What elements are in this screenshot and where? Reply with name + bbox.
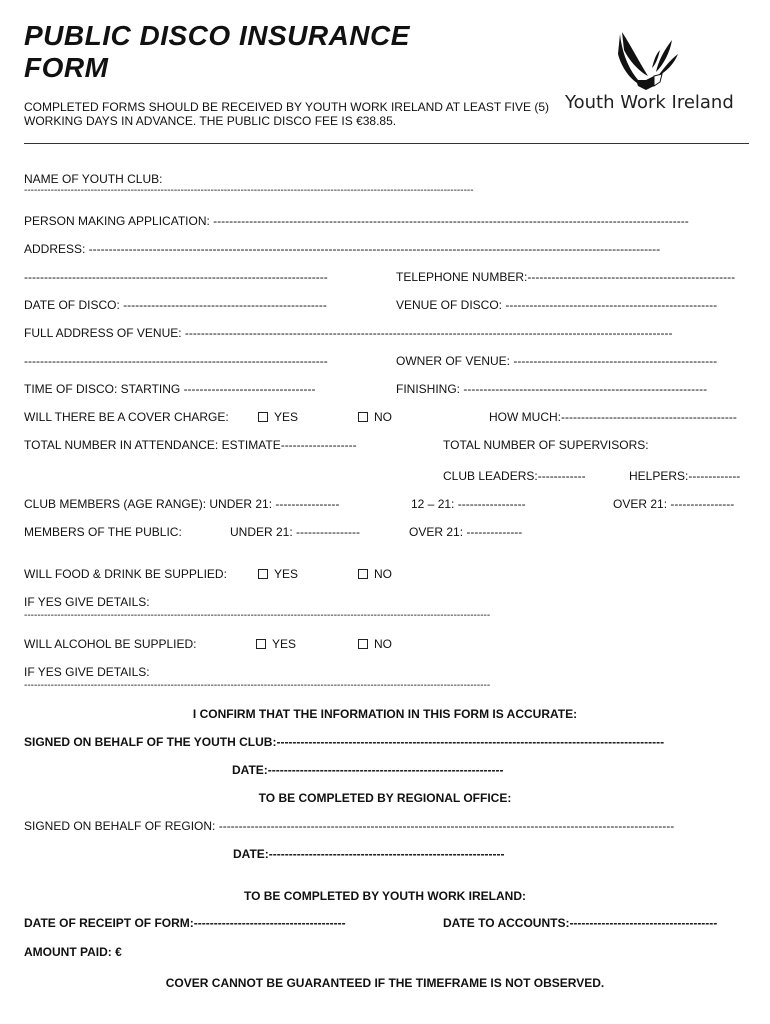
supervisors-label: TOTAL NUMBER OF SUPERVISORS: — [443, 438, 649, 452]
public-over-21-field[interactable]: OVER 21: -------------- — [409, 525, 523, 539]
food-details-field[interactable]: -------------------------------------------------------------------------------------------------------------------------------------------- — [24, 611, 491, 621]
no-label: NO — [374, 410, 392, 424]
yes-label: YES — [274, 567, 299, 581]
owner-of-venue-field[interactable]: OWNER OF VENUE: --------------------------------------------------- — [396, 354, 718, 368]
how-much-field[interactable]: HOW MUCH:-------------------------------------------- — [489, 410, 737, 424]
amount-paid-field[interactable]: AMOUNT PAID: € — [24, 945, 122, 959]
full-address-venue-field[interactable]: FULL ADDRESS OF VENUE: -------------------------------------------------------------------------------------------------------------------------- — [24, 326, 673, 340]
food-drink-label: WILL FOOD & DRINK BE SUPPLIED: — [24, 567, 227, 581]
date-of-disco-field[interactable]: DATE OF DISCO: --------------------------------------------------- — [24, 298, 327, 312]
attendance-field[interactable]: TOTAL NUMBER IN ATTENDANCE: ESTIMATE------------------- — [24, 438, 357, 452]
confirm-statement: I CONFIRM THAT THE INFORMATION IN THIS FORM IS ACCURATE: — [192, 707, 578, 721]
yes-label: YES — [274, 410, 299, 424]
alcohol-details-label: IF YES GIVE DETAILS: — [24, 665, 150, 679]
alcohol-yes-option[interactable] — [256, 637, 296, 651]
youth-club-field[interactable]: --------------------------------------------------------------------------------------------------------------------------------------- — [24, 186, 474, 196]
footer-notice: COVER CANNOT BE GUARANTEED IF THE TIMEFRAME IS NOT OBSERVED. — [165, 976, 605, 990]
public-under-21-field[interactable]: UNDER 21: ---------------- — [230, 525, 360, 539]
signed-region-field[interactable]: SIGNED ON BEHALF OF REGION: ------------------------------------------------------------------------------------------------------------------ — [24, 819, 675, 833]
applicant-field[interactable]: PERSON MAKING APPLICATION: ----------------------------------------------------------------------------------------------------------------------- — [24, 214, 689, 228]
checkbox-icon[interactable] — [358, 569, 368, 579]
food-details-label: IF YES GIVE DETAILS: — [24, 595, 150, 609]
date-to-accounts-field[interactable]: DATE TO ACCOUNTS:------------------------------------- — [443, 916, 718, 930]
club-leaders-field[interactable]: CLUB LEADERS:------------ — [443, 469, 586, 483]
yes-label: YES — [272, 637, 297, 651]
cover-charge-label: WILL THERE BE A COVER CHARGE: — [24, 410, 229, 424]
date-field-2[interactable]: DATE:----------------------------------------------------------- — [233, 847, 505, 861]
logo-wordmark: Youth Work Ireland — [565, 92, 734, 113]
food-no-option[interactable] — [358, 567, 392, 581]
venue-of-disco-field[interactable]: VENUE OF DISCO: ----------------------------------------------------- — [396, 298, 718, 312]
form-title: PUBLIC DISCO INSURANCE FORM — [24, 20, 410, 83]
youth-work-ireland-heading: TO BE COMPLETED BY YOUTH WORK IRELAND: — [243, 889, 526, 903]
address-line-2-field[interactable]: ---------------------------------------------------------------------------- — [24, 270, 328, 284]
signed-youth-club-field[interactable]: SIGNED ON BEHALF OF THE YOUTH CLUB:------------------------------------------------------------------------------------------------- — [24, 735, 665, 749]
header-divider — [24, 143, 749, 144]
alcohol-details-field[interactable]: -------------------------------------------------------------------------------------------------------------------------------------------- — [24, 681, 491, 691]
checkbox-icon[interactable] — [256, 639, 266, 649]
youth-club-label: NAME OF YOUTH CLUB: — [24, 172, 163, 186]
club-members-12-21-field[interactable]: 12 – 21: ----------------- — [411, 497, 526, 511]
checkbox-icon[interactable] — [258, 569, 268, 579]
date-field-1[interactable]: DATE:----------------------------------------------------------- — [232, 763, 504, 777]
telephone-field[interactable]: TELEPHONE NUMBER:---------------------------------------------------- — [396, 270, 736, 284]
club-members-under-21-field[interactable]: CLUB MEMBERS (AGE RANGE): UNDER 21: ---------------- — [24, 497, 340, 511]
checkbox-icon[interactable] — [258, 412, 268, 422]
date-of-receipt-field[interactable]: DATE OF RECEIPT OF FORM:-------------------------------------- — [24, 916, 346, 930]
venue-line-2-field[interactable]: ---------------------------------------------------------------------------- — [24, 354, 328, 368]
address-field[interactable]: ADDRESS: ----------------------------------------------------------------------------------------------------------------------------------------------- — [24, 242, 661, 256]
members-public-label: MEMBERS OF THE PUBLIC: — [24, 525, 182, 539]
regional-office-heading: TO BE COMPLETED BY REGIONAL OFFICE: — [258, 791, 512, 805]
alcohol-label: WILL ALCOHOL BE SUPPLIED: — [24, 637, 197, 651]
cover-charge-no-option[interactable] — [358, 410, 392, 424]
food-yes-option[interactable] — [258, 567, 298, 581]
checkbox-icon[interactable] — [358, 639, 368, 649]
finishing-field[interactable]: FINISHING: ------------------------------------------------------------- — [396, 382, 708, 396]
no-label: NO — [374, 567, 392, 581]
cover-charge-yes-option[interactable] — [258, 410, 298, 424]
alcohol-no-option[interactable] — [358, 637, 392, 651]
no-label: NO — [374, 637, 392, 651]
club-members-over-21-field[interactable]: OVER 21: ---------------- — [613, 497, 735, 511]
time-starting-field[interactable]: TIME OF DISCO: STARTING --------------------------------- — [24, 382, 316, 396]
checkbox-icon[interactable] — [358, 412, 368, 422]
intro-text: COMPLETED FORMS SHOULD BE RECEIVED BY YOUTH WORK IRELAND AT LEAST FIVE (5) WORKING DAYS IN ADVANCE. THE PUBLIC DISCO FEE IS €38.85. — [24, 100, 549, 128]
helpers-field[interactable]: HELPERS:------------- — [629, 469, 741, 483]
